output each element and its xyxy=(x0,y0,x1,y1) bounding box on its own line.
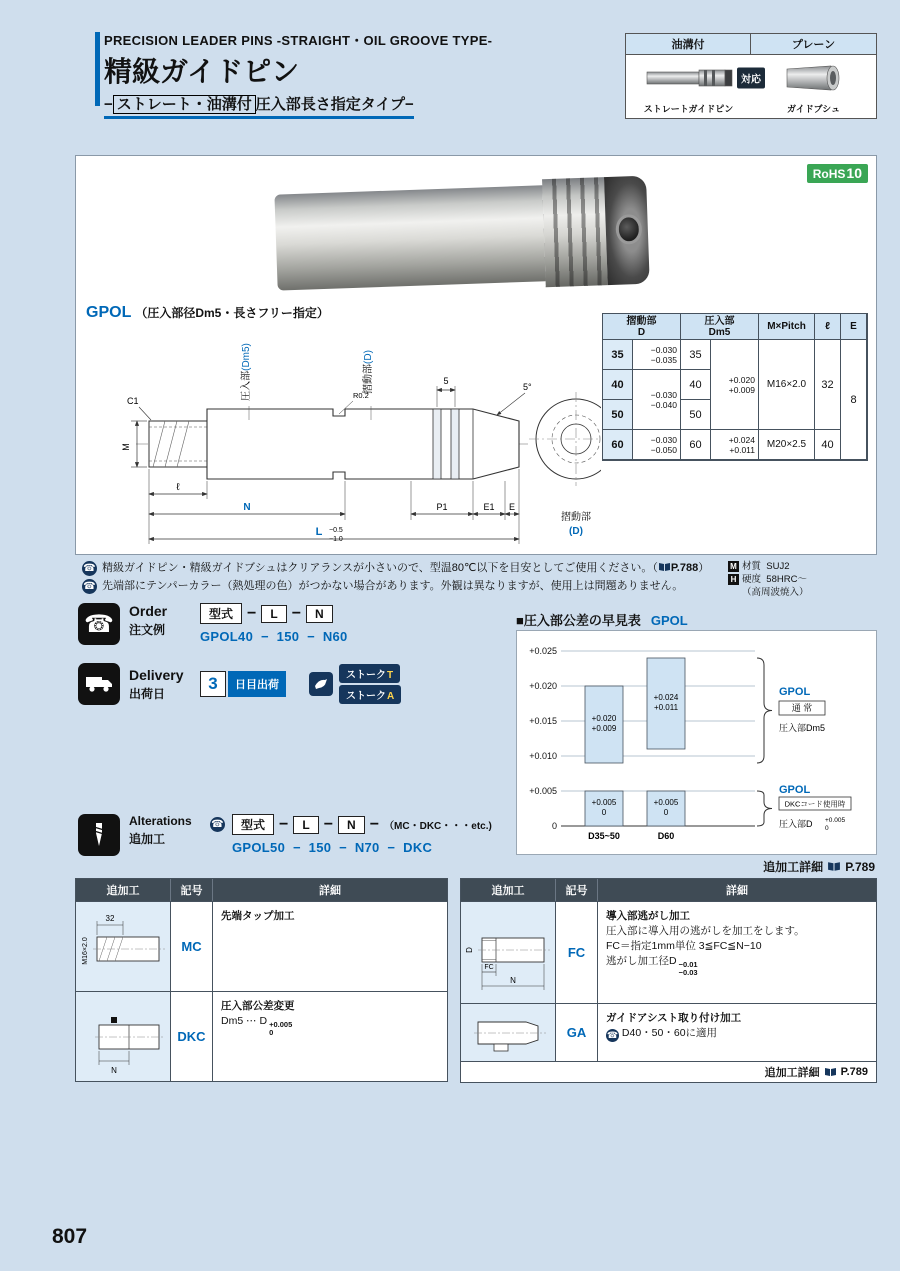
fc-line2: 圧入部に導入用の逃がしを加工をします。 xyxy=(606,925,805,937)
hardness-label: 硬度 xyxy=(742,574,762,585)
stork-t-badge: ストークT xyxy=(339,664,400,683)
alterations-table-left xyxy=(75,878,448,1082)
compat-col-oil-groove: 油溝付 xyxy=(626,34,751,55)
spec-e-val: 8 xyxy=(841,340,867,460)
delivery-days-label: 日目出荷 xyxy=(228,671,286,697)
col-header-add: 追加工 xyxy=(461,879,556,901)
photo-pin-grooves xyxy=(542,177,608,287)
photo-pin-body xyxy=(274,185,545,290)
sliding-label: 摺動部(D) xyxy=(363,350,374,394)
bush-icon xyxy=(779,63,849,93)
page-number: 807 xyxy=(52,1225,88,1248)
spec-d-35: 35 xyxy=(603,340,633,370)
y-label-0010: +0.010 xyxy=(529,751,557,761)
compat-badge: 対応 xyxy=(737,68,765,89)
mc-desc: 先端タップ加工 xyxy=(221,910,295,922)
stork-icon xyxy=(309,672,333,696)
hardness-value: 58HRC～ xyxy=(766,574,807,585)
dkc-desc: 圧入部公差変更 xyxy=(221,1000,295,1012)
photo-pin-end xyxy=(604,176,650,285)
alt-box-l: L xyxy=(293,816,318,834)
spec-l-a: 32 xyxy=(815,340,841,430)
subtitle-boxed: ストレート・油溝付 xyxy=(113,95,256,114)
product-panel xyxy=(75,155,877,555)
page-title: 精級ガイドピン xyxy=(104,56,300,87)
phone-icon: ☎ xyxy=(82,579,97,594)
guide-bush-image xyxy=(751,55,876,101)
order-formula: 型式 − L − N GPOL40 − 150 − N60 xyxy=(200,605,348,644)
rohs-badge xyxy=(807,164,868,183)
col-header-code: 記号 xyxy=(556,879,598,901)
col-header-detail: 詳細 xyxy=(726,885,748,897)
dim-ell: ℓ xyxy=(176,482,180,493)
alt-box-type: 型式 xyxy=(232,814,274,835)
phone-icon: ☎ xyxy=(606,1030,619,1040)
note-1 xyxy=(82,560,718,576)
table-footer-detail-link[interactable]: 追加工詳細 P.789 xyxy=(461,1061,876,1082)
mc-dim-thread: M16×2.0 xyxy=(82,936,89,965)
end-view-label: 摺動部 xyxy=(561,512,591,523)
spec-pitch-a: M16×2.0 xyxy=(759,340,815,430)
material-label: 材質 xyxy=(742,561,762,572)
dim-5: 5 xyxy=(443,376,449,386)
alterations-title-en: Alterations xyxy=(129,814,192,828)
lower-brace xyxy=(757,791,772,826)
fc-dim-fc: FC xyxy=(484,963,494,971)
spec-tol-35: −0.030 −0.035 xyxy=(633,340,681,370)
fc-dim-n: N xyxy=(510,975,516,985)
spec-l-b: 40 xyxy=(815,430,841,460)
usage-notes xyxy=(82,560,718,596)
order-phone-icon: ☎ xyxy=(78,603,120,645)
mc-drawing xyxy=(77,905,169,989)
tolerance-chart-svg xyxy=(517,631,876,854)
book-icon xyxy=(658,562,671,572)
phone-icon: ☎ xyxy=(211,819,224,830)
drill-icon xyxy=(78,814,120,856)
code-fc: FC xyxy=(556,902,598,1003)
spec-pitch-b: M20×2.5 xyxy=(759,430,815,460)
alterations-formula: 型式 − L − N − （MC・DKC・・・etc.) GPOL50 − 150 − N70 − DKC xyxy=(232,816,492,855)
y-label-0025: +0.025 xyxy=(529,646,557,656)
alteration-detail-link[interactable] xyxy=(763,858,875,875)
tolerance-chart-title: ■圧入部公差の早見表 GPOL xyxy=(516,613,688,628)
subtitle-rest: 圧入部長さ指定タイプ xyxy=(255,96,406,113)
delivery-title-jp: 出荷日 xyxy=(129,686,166,701)
box-a-top: +0.020 xyxy=(591,714,617,723)
pin-icon xyxy=(643,65,735,91)
stork-a-badge: ストークA xyxy=(339,685,401,704)
dim-n: N xyxy=(243,502,251,513)
hardness-icon: H xyxy=(728,574,739,585)
note-2-text: 先端部にテンパーカラー（熱処理の色）がつかない場合があります。外観は異なりますが、使用上は問題ありません。 xyxy=(102,580,684,592)
phone-icon: ☎ xyxy=(82,561,97,576)
g2-code: GPOL xyxy=(779,784,811,796)
code-mc: MC xyxy=(171,902,213,991)
box-c-top: +0.005 xyxy=(591,798,617,807)
spec-header-pitch: M×Pitch xyxy=(759,314,815,340)
page-ref-788[interactable]: P.788 xyxy=(670,562,699,574)
delivery-days: 3 xyxy=(200,671,226,697)
spec-header-press: 圧入部 Dm5 xyxy=(681,314,759,340)
y-label-0020: +0.020 xyxy=(529,681,557,691)
hardness-note: （高周波焼入） xyxy=(742,587,809,598)
spec-press-tol-b: +0.024 +0.011 xyxy=(711,430,759,460)
book-icon xyxy=(824,1067,837,1077)
series-code: GPOL xyxy=(86,304,132,321)
spec-d-50: 50 xyxy=(603,400,633,430)
box-a-bot: +0.009 xyxy=(591,724,617,733)
series-desc: （圧入部径Dm5・長さフリー指定） xyxy=(135,306,329,320)
spec-press-60: 60 xyxy=(681,430,711,460)
ga-line2: D40・50・60に適用 xyxy=(621,1027,718,1039)
spec-press-tol-a: +0.020 +0.009 xyxy=(711,340,759,430)
spec-tol-60: −0.030 −0.050 xyxy=(633,430,681,460)
spec-press-40: 40 xyxy=(681,370,711,400)
y-label-0: 0 xyxy=(551,821,557,831)
rohs-number: 10 xyxy=(846,165,862,181)
g2-tag: DKCコード使用時 xyxy=(784,799,846,809)
compatibility-table xyxy=(625,33,877,119)
order-example: GPOL40 − 150 − N60 xyxy=(200,629,348,644)
alterations-table-right xyxy=(460,878,877,1083)
note-1-text: 精級ガイドピン・精級ガイドブシュはクリアランスが小さいので、型温80℃以下を目安としてご使用ください。（ P.788） xyxy=(102,562,710,574)
dkc-tolerance: +0.005 0 xyxy=(269,1020,293,1037)
order-section xyxy=(78,603,348,645)
g1-tag: 通 常 xyxy=(791,703,813,713)
col-header-code: 記号 xyxy=(171,879,213,901)
dim-e: E xyxy=(508,502,516,512)
ga-drawing xyxy=(462,1008,554,1058)
order-box-l: L xyxy=(261,605,286,623)
alterations-section xyxy=(78,814,492,856)
alt-etc: （MC・DKC・・・etc.) xyxy=(384,821,492,832)
page-eyebrow: PRECISION LEADER PINS -STRAIGHT・OIL GROOVE TYPE- xyxy=(104,33,493,48)
ga-line1: ガイドアシスト取り付け加工 xyxy=(606,1012,742,1024)
spec-press-35: 35 xyxy=(681,340,711,370)
fc-drawing xyxy=(462,906,554,1000)
x-label-d35-50: D35~50 xyxy=(588,831,620,841)
table-row-fc xyxy=(461,901,876,1003)
x-label-d60: D60 xyxy=(657,831,675,841)
dkc-dim-n: N xyxy=(111,1065,117,1075)
book-icon xyxy=(827,861,841,872)
box-d-bot: 0 xyxy=(663,808,669,817)
material-value: SUJ2 xyxy=(766,561,790,572)
detail-link-label: 追加工詳細 xyxy=(763,860,824,874)
tolerance-chart xyxy=(516,630,877,855)
photo-pin-hole xyxy=(615,214,642,245)
dim-l-tol-top: −0.5 xyxy=(329,527,343,534)
straight-guide-pin-image xyxy=(626,55,751,101)
dim-p1: P1 xyxy=(436,502,448,512)
dim-r02: R0.2 xyxy=(353,391,369,400)
y-label-0005: +0.005 xyxy=(529,786,557,796)
g1-code: GPOL xyxy=(779,686,811,698)
spec-table xyxy=(602,313,868,461)
note-2 xyxy=(82,578,718,594)
alterations-example: GPOL50 − 150 − N70 − DKC xyxy=(232,840,433,855)
delivery-section xyxy=(78,663,401,705)
truck-icon xyxy=(78,663,120,705)
dim-l: L xyxy=(315,526,323,538)
material-spec xyxy=(728,560,809,599)
g2-tol-top: +0.005 xyxy=(825,817,846,824)
code-dkc: DKC xyxy=(171,992,213,1081)
rohs-label: RoHS xyxy=(812,167,846,181)
g1-label: 圧入部Dm5 xyxy=(779,723,826,733)
spec-press-50: 50 xyxy=(681,400,711,430)
dkc-drawing xyxy=(77,995,169,1079)
box-b-bot: +0.011 xyxy=(653,703,679,712)
end-view-label-d: (D) xyxy=(569,526,583,537)
box-c-bot: 0 xyxy=(601,808,607,817)
order-title-jp: 注文例 xyxy=(129,623,166,637)
technical-drawing xyxy=(81,324,601,559)
y-label-0015: +0.015 xyxy=(529,716,557,726)
dim-5deg: 5° xyxy=(523,382,532,392)
fc-line1: 導入部逃がし加工 xyxy=(606,910,690,922)
mc-dim-32: 32 xyxy=(105,913,115,923)
spec-header-l: ℓ xyxy=(815,314,841,340)
dim-l-tol-bot: −1.0 xyxy=(329,536,343,543)
fc-line4: 逃がし加工径D xyxy=(606,955,677,967)
series-heading xyxy=(86,304,329,322)
upper-brace xyxy=(757,658,772,763)
press-fit-label: 圧入部(Dm5) xyxy=(241,343,252,401)
spec-d-40: 40 xyxy=(603,370,633,400)
material-icon: M xyxy=(728,561,739,572)
alt-box-n: N xyxy=(338,816,365,834)
col-header-detail: 詳細 xyxy=(319,885,341,897)
product-photo xyxy=(274,163,658,310)
order-title-en: Order xyxy=(129,603,168,619)
order-box-type: 型式 xyxy=(200,603,242,624)
subtitle-dash: − xyxy=(104,96,113,113)
alterations-title-jp: 追加工 xyxy=(129,832,166,846)
compat-label-pin: ストレートガイドピン xyxy=(643,104,734,114)
spec-d-60: 60 xyxy=(603,430,633,460)
accent-bar xyxy=(95,32,100,106)
dim-e1: E1 xyxy=(483,502,495,512)
compat-label-bush: ガイドブシュ xyxy=(787,104,840,114)
table-row-ga xyxy=(461,1003,876,1061)
fc-dim-d: D xyxy=(465,946,474,953)
spec-header-e: E xyxy=(841,314,867,340)
subtitle-dash: − xyxy=(405,96,414,113)
spec-tol-40-50: −0.030 −0.040 xyxy=(633,370,681,430)
dkc-formula: Dm5 ⋯ D xyxy=(221,1015,268,1027)
dim-c1: C1 xyxy=(127,396,139,406)
fc-tolerance: −0.01 −0.03 xyxy=(678,960,698,977)
drawing-svg xyxy=(81,324,601,554)
dim-m: M xyxy=(121,443,131,451)
col-header-add: 追加工 xyxy=(76,879,171,901)
table-row-dkc xyxy=(76,991,447,1081)
code-ga: GA xyxy=(556,1004,598,1061)
g2-label: 圧入部D xyxy=(779,819,813,829)
table-row-mc xyxy=(76,901,447,991)
spec-header-slide: 摺動部 D xyxy=(603,314,681,340)
page-header xyxy=(104,30,492,119)
box-d-top: +0.005 xyxy=(653,798,679,807)
g2-tol-bot: 0 xyxy=(825,825,829,832)
order-box-n: N xyxy=(306,605,333,623)
page-subtitle xyxy=(104,93,414,119)
delivery-title-en: Delivery xyxy=(129,666,184,683)
fc-line3: FC＝指定1mm単位 3≦FC≦N−10 xyxy=(606,940,762,952)
compat-col-plain: プレーン xyxy=(751,34,876,55)
box-b-top: +0.024 xyxy=(653,693,679,702)
detail-link-page: P.789 xyxy=(845,859,875,874)
